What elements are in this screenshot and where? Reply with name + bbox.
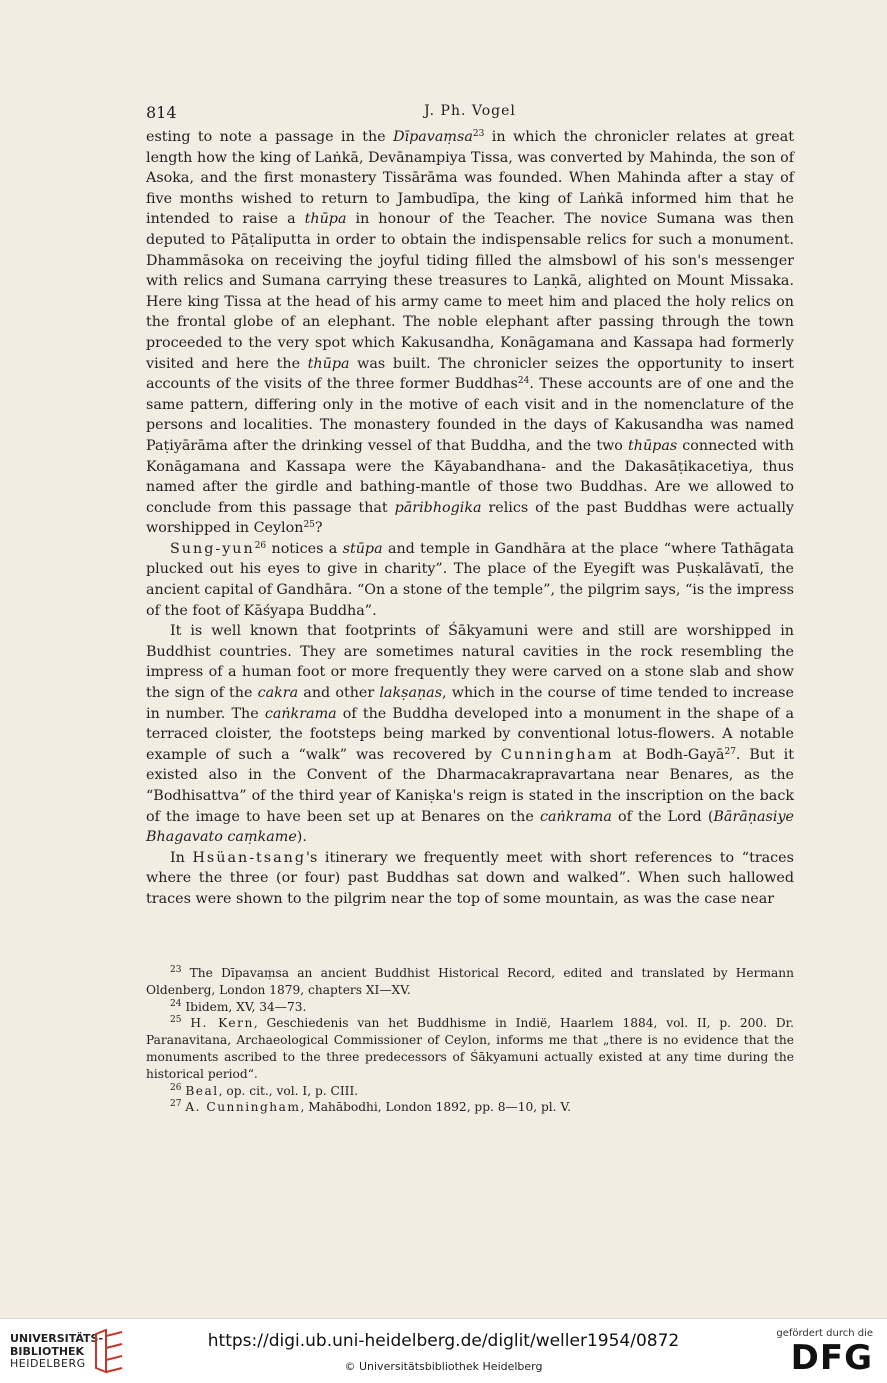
library-name[interactable]: UNIVERSITÄTS- BIBLIOTHEK HEIDELBERG [10, 1332, 104, 1370]
footnote-27: $^{27}$ A. Cunningham, Mahābodhi, London 1892, pp. 8—10, pl. V. [170, 1099, 571, 1115]
main-text [146, 127, 794, 910]
footnote-ref[interactable]: 26 [254, 540, 267, 551]
author-name: Hsüan-tsang [192, 849, 307, 866]
footnotes [146, 965, 794, 1116]
running-head: J. Ph. Vogel [424, 103, 516, 119]
author-name: Sung-yun [170, 540, 255, 557]
funded-by-label: gefördert durch die [776, 1328, 873, 1339]
footnote-ref[interactable]: 25 [303, 520, 315, 531]
footnote-26: $^{26}$ Beal, op. cit., vol. I, p. CIII. [170, 1082, 359, 1098]
paragraph-1: esting to note a passage in the Dīpavaṃsa$^{23}$ in which the chronicler relates at great length how the king of Laṅkā, Devānampiya Tissa, was converted by Mahinda, the son of Asoka, and the first monastery Tissārāma was founded. When Mahinda after a stay of five months wished to return to Jambudīpa, the king of Laṅkā informed him that he intended to raise a thūpa in honour of the Teacher. The novice Sumana was then deputed to Pāṭaliputta in order to obtain the indispensable relics for such a monument. Dhammāsoka on receiving the joyful tiding filled the almsbowl of his son's messenger with relics and Sumana carrying these treasures to Laṇkā, alighted on Mount Missaka. Here king Tissa at the head of his army came to meet him and placed the holy relics on the frontal globe of an elephant. The noble elephant after passing through the town proceeded to the very spot which Kakusandha, Konāgamana and Kassapa had formerly visited and here the thūpa was built. The chronicler seizes the opportunity to insert accounts of the visits of the three former Buddhas$^{24}$. These accounts are of one and the same pattern, differing only in the motive of each visit and in the nomenclature of the persons and localities. The monastery founded in the days of Kakusandha was named Paṭiyārāma after the drinking vessel of that Buddha, and the two thūpas connected with Konāgamana and Kassapa were the Kāyabandhana- and the Dakasāṭikacetiya, thus named after the girdle and bathing-mantle of those two Buddhas. Are we allowed to conclude from this passage that pāribhogika relics of the past Buddhas were actually worshipped in Ceylon$^{25}$? [146, 129, 795, 537]
footnote-ref[interactable]: 24 [517, 376, 530, 387]
paragraph-2: Sung-yun$^{26}$ notices a stūpa and temple in Gandhāra at the place “where Tathāgata plucked out his eyes to give in charity”. The place of the Eyegift was Puṣkalāvatī, the ancient capital of Gandhāra. “On a stone of the temple”, the pilgrim says, “is the impress of the foot of Kāśyapa Buddha”. [146, 540, 794, 619]
page-number: 814 [146, 103, 177, 122]
permalink-url[interactable]: https://digi.ub.uni-heidelberg.de/diglit/weller1954/0872 [207, 1331, 680, 1351]
footnote-23: $^{23}$ The Dīpavaṃsa an ancient Buddhist Historical Record, edited and translated by Hermann Oldenberg, London 1879, chapters XI—XV. [146, 965, 794, 997]
page-header [146, 103, 794, 125]
dfg-logo[interactable]: DFG [790, 1338, 873, 1378]
footnote-ref[interactable]: 27 [724, 746, 736, 757]
footnote-24: $^{24}$ Ibidem, XV, 34—73. [170, 998, 307, 1014]
author-name: Cunningham [500, 746, 614, 763]
paragraph-4: In Hsüan-tsang's itinerary we frequently meet with short references to “traces where the three (or four) past Buddhas sat down and walked”. When such hallowed traces were shown to the pilgrim near the top of some mountain, as was the case near [146, 849, 794, 907]
copyright-notice: © Universitätsbibliothek Heidelberg [344, 1360, 543, 1373]
viewer-footer [0, 1318, 887, 1383]
footnote-ref[interactable]: 23 [472, 129, 485, 139]
paragraph-3: It is well known that footprints of Śākyamuni were and still are worshipped in Buddhist countries. They are sometimes natural cavities in the rock resembling the impress of a human foot or more frequently they were carved on a stone slab and show the sign of the cakra and other lakṣaṇas, which in the course of time tended to increase in number. The caṅkrama of the Buddha developed into a monument in the shape of a terraced cloister, the footsteps being marked by conventional lotus-flowers. A notable example of such a “walk” was recovered by Cunningham at Bodh-Gayā$^{27}$. But it existed also in the Convent of the Dharmacakrapravartana near Benares, as the “Bodhisattva” of the third year of Kaniṣka's reign is stated in the inscription on the back of the image to have been set up at Benares on the caṅkrama of the Lord (Bārāṇasiye Bhagavato caṃkame). [146, 623, 795, 846]
footnote-25: $^{25}$ H. Kern, Geschiedenis van het Buddhisme in Indië, Haarlem 1884, vol. II, p. 200. Dr. Paranavitana, Archaeological Commissioner of Ceylon, informs me that „there is no evidence that the monuments ascribed to the three predecessors of Śākyamuni actually existed at any time during the historical period“. [146, 1015, 795, 1081]
